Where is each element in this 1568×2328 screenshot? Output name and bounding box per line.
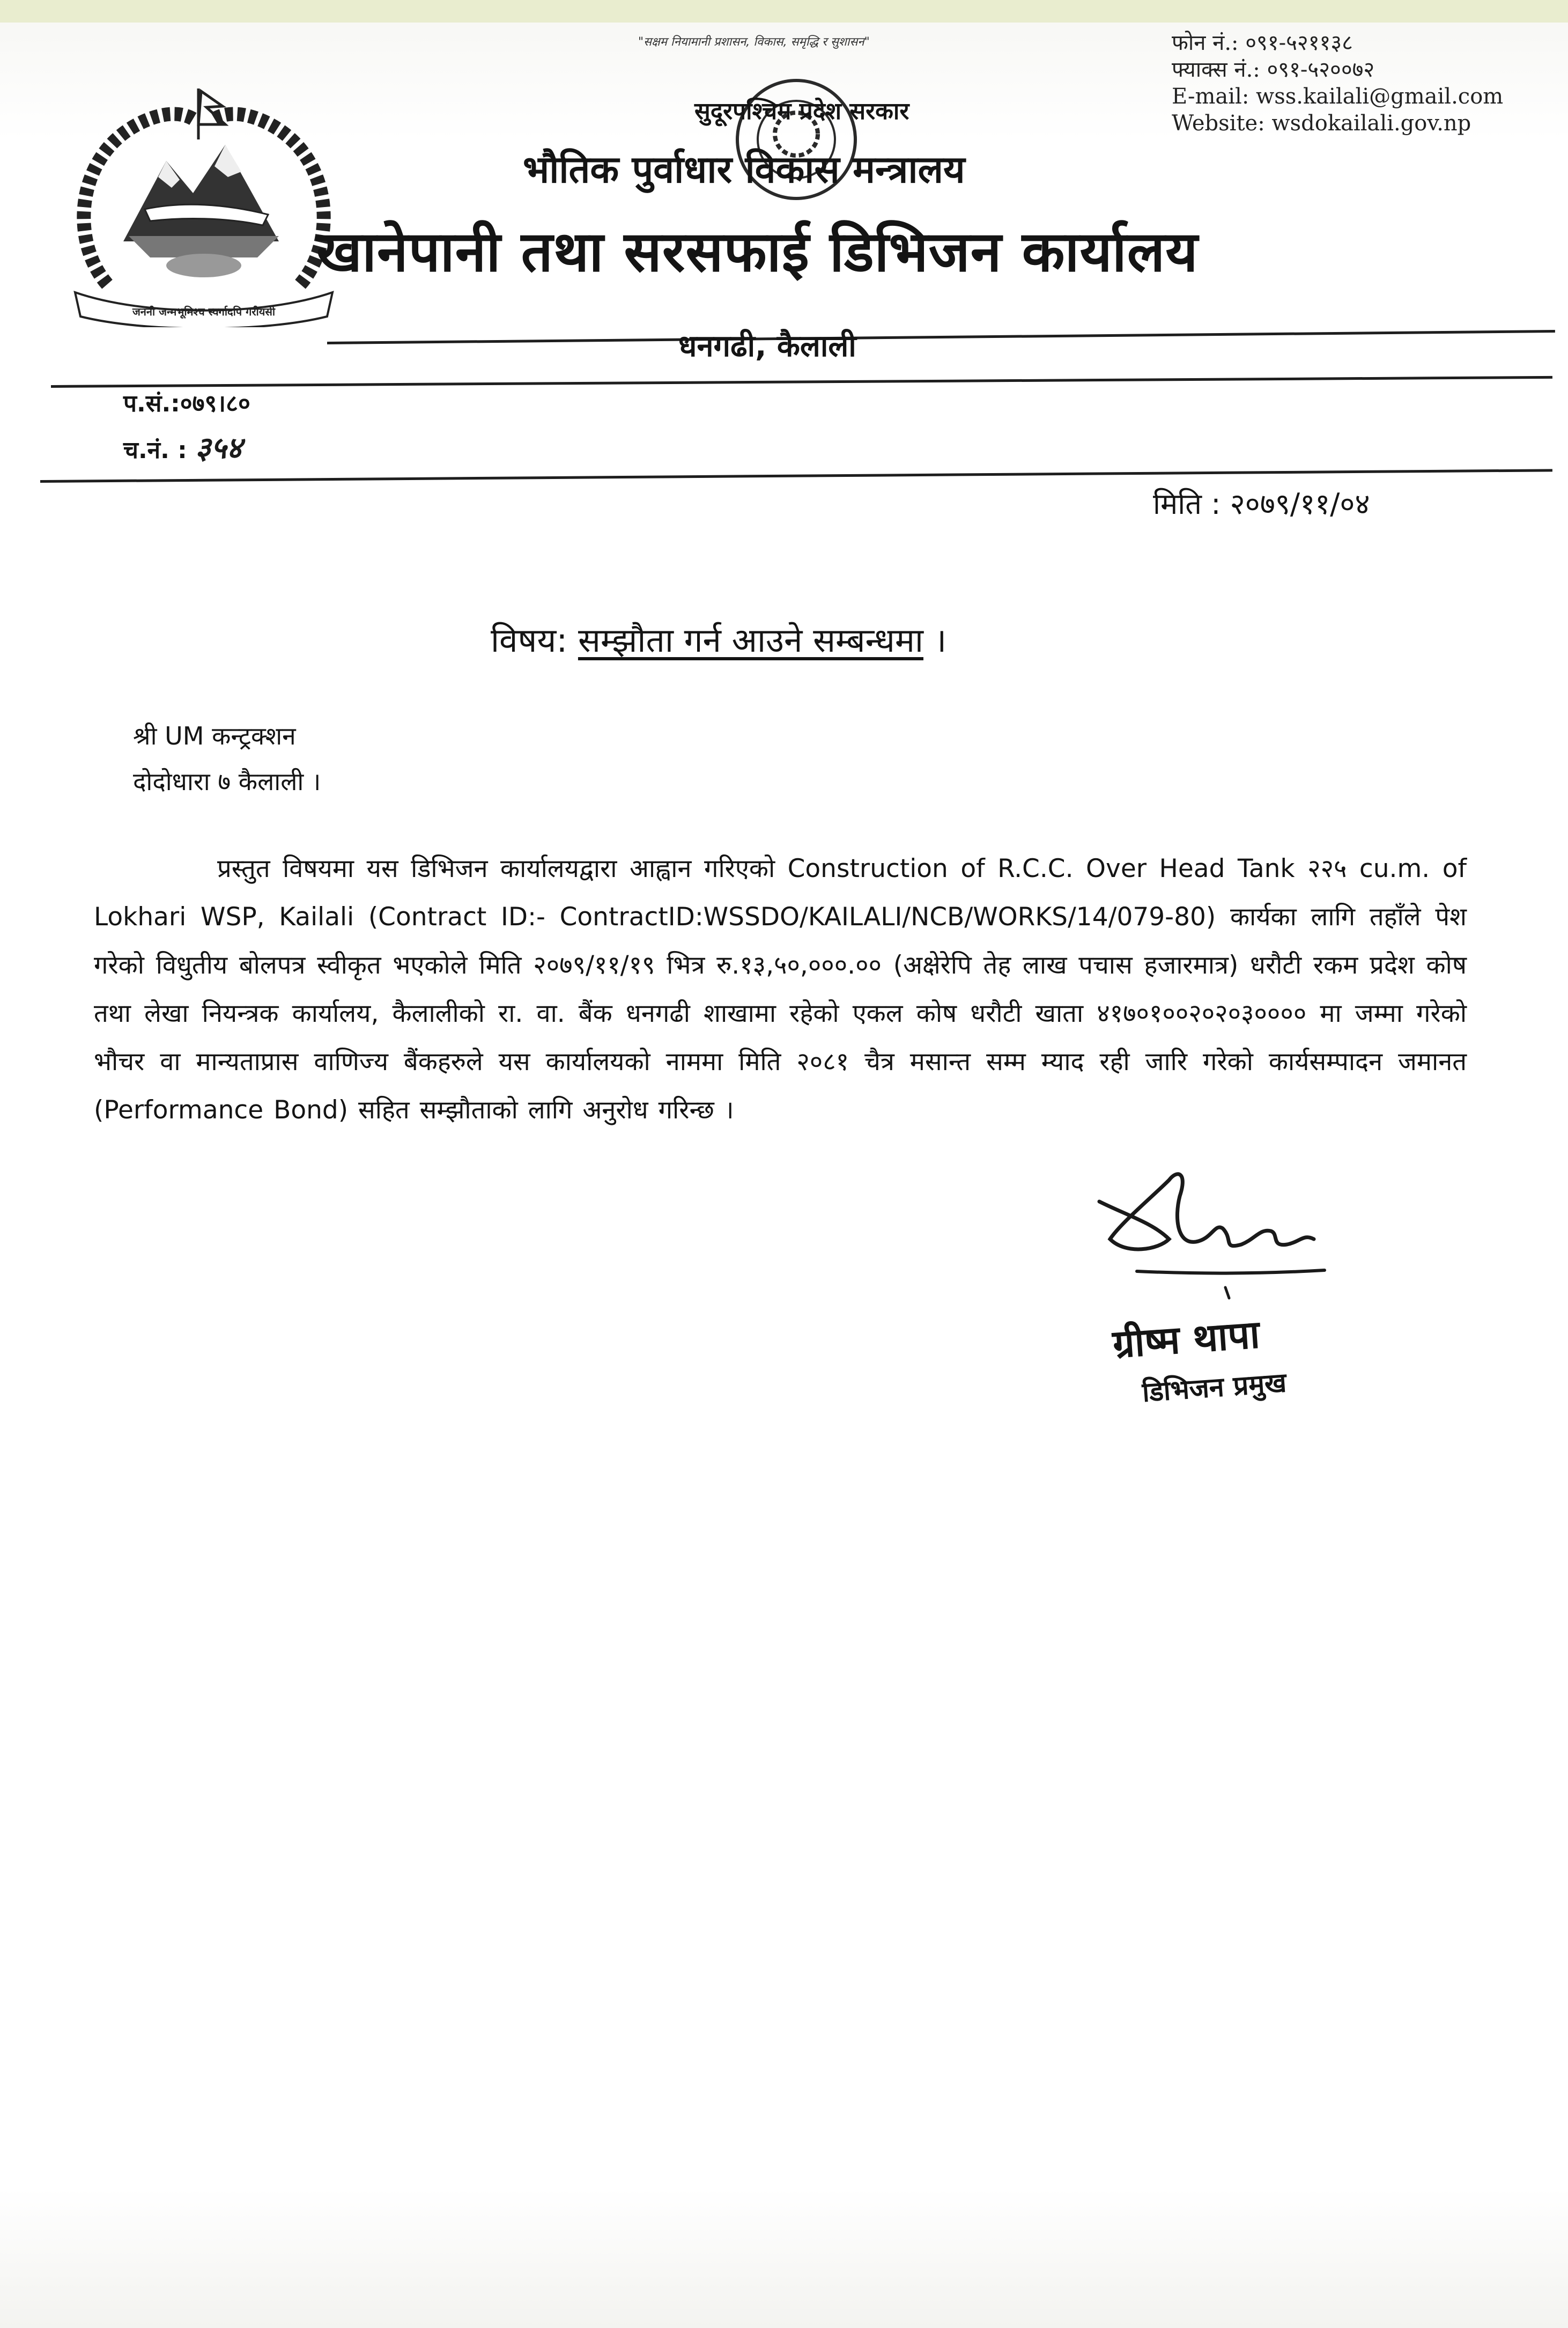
header-divider-lower xyxy=(51,376,1552,388)
letter-date: मिति : २०७९/११/०४ xyxy=(1153,487,1370,521)
dispatch-number: ३५४ xyxy=(195,430,242,466)
government-name: सुदूरपश्चिम प्रदेश सरकार xyxy=(694,98,909,125)
fiscal-year-label: प.सं.: xyxy=(123,390,180,417)
reference-divider xyxy=(40,469,1552,483)
scan-edge xyxy=(0,0,1568,23)
header-divider xyxy=(327,330,1555,344)
letter-body: प्रस्तुत विषयमा यस डिभिजन कार्यालयद्वारा आह्वान गरिएको Construction of R.C.C. Over Head Tank २२५ cu.m. of Lokhari WSP, Kailali (Contract ID:- ContractID:WSSDO/KAILALI/NCB/WORKS/14/079-80) कार्यका लागि तहाँले पेश गरेको विधुतीय बोलपत्र स्वीकृत भएकोले मिति २०७९/११/१९ भित्र रु.१३,५०,०००.०० (अक्षेरेपि तेह लाख पचास हजारमात्र) धरौटी रकम प्रदेश कोष तथा लेखा नियन्त्रक कार्यालय, कैलालीको रा. वा. बैंक धनगढी शाखामा रहेको एकल कोष धरौटी खाता ४१७०१००२०२०३०००० मा जम्मा गरेको भौचर वा मान्यताप्रास वाणिज्य बैंकहरुले यस कार्यालयको नाममा मिति २०८१ चैत्र मसान्त सम्म म्याद रही जारि गरेको कार्यसम्पादन जमानत (Performance Bond) सहित सम्झौताको लागि अनुरोध गरिन्छ । xyxy=(94,854,1467,1125)
contact-block xyxy=(1172,30,1503,137)
subject-text: सम्झौता गर्न आउने सम्बन्धमा xyxy=(578,621,923,660)
recipient-address: दोदोधारा ७ कैलाली । xyxy=(133,767,321,796)
fax-number: फ्याक्स नं.: ०९१-५२००७२ xyxy=(1172,57,1375,82)
fiscal-year-ref xyxy=(123,386,250,418)
dispatch-ref xyxy=(123,426,242,467)
office-name: खानेपानी तथा सरसफाई डिभिजन कार्यालय xyxy=(316,219,1199,284)
dispatch-label: च.नं. : xyxy=(123,437,187,464)
fiscal-year-value: ०७९।८० xyxy=(180,390,250,417)
subject-label: विषय: xyxy=(491,621,578,660)
phone-number: फोन नं.: ०९१-५२११३८ xyxy=(1172,31,1353,55)
motto: "सक्षम नियामानी प्रशासन, विकास, समृद्धि र सुशासन" xyxy=(638,35,870,49)
email-address: E-mail: wss.kailali@gmail.com xyxy=(1172,84,1504,109)
recipient-name: श्री UM कन्ट्रक्शन xyxy=(133,721,296,750)
letter-subject xyxy=(491,617,946,662)
emblem-banner-text: जननी जन्मभूमिश्च स्वर्गादपि गरीयसी xyxy=(132,305,276,318)
signatory-name: ग्रीष्म थापा xyxy=(1111,1311,1261,1367)
handwritten-signature xyxy=(1089,1164,1335,1309)
ministry-name: भौतिक पुर्वाधार विकास मन्त्रालय xyxy=(523,148,965,191)
website-address: Website: wsdokailali.gov.np xyxy=(1172,111,1471,136)
nepal-emblem-icon xyxy=(64,80,343,327)
office-location: धनगढी, कैलाली xyxy=(678,329,856,364)
subject-end: । xyxy=(934,621,947,660)
signatory-title: डिभिजन प्रमुख xyxy=(1141,1367,1288,1408)
